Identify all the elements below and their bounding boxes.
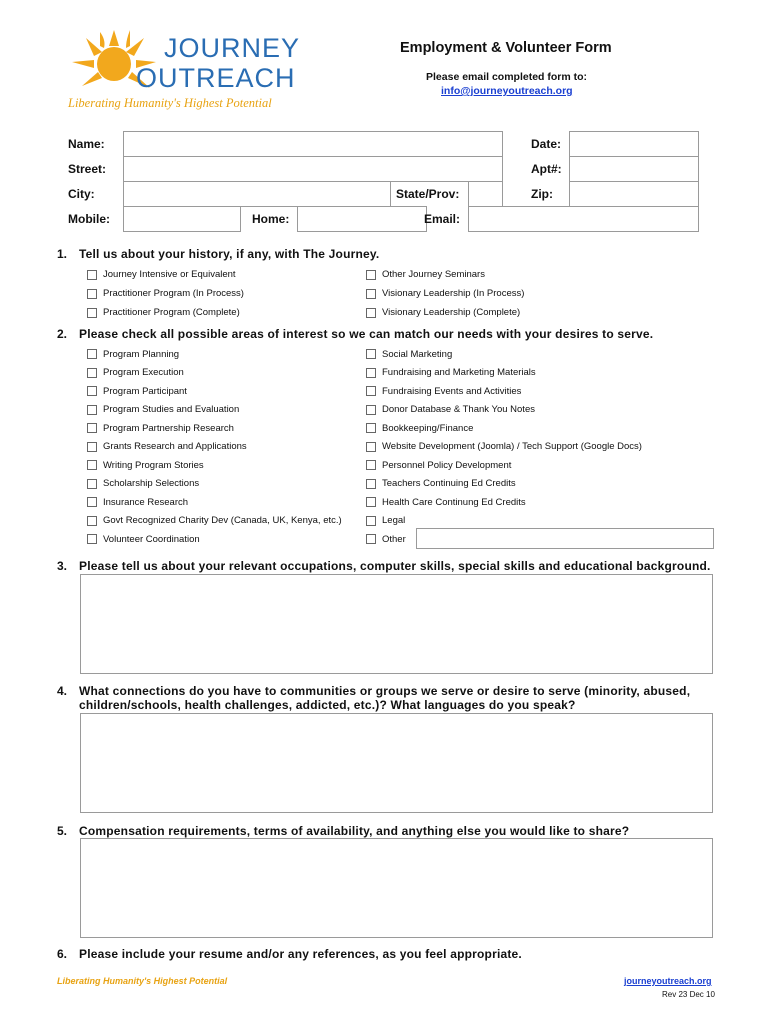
q1-option[interactable]: Visionary Leadership (Complete): [366, 303, 524, 322]
q2-option[interactable]: Social Marketing: [366, 345, 642, 364]
logo: [66, 26, 301, 116]
q2-option[interactable]: Bookkeeping/Finance: [366, 419, 642, 438]
form-title: Employment & Volunteer Form: [400, 40, 612, 56]
checkbox[interactable]: [366, 534, 376, 544]
zip-label: Zip:: [531, 187, 553, 201]
checkbox[interactable]: [87, 308, 97, 318]
checkbox[interactable]: [87, 270, 97, 280]
checkbox[interactable]: [87, 516, 97, 526]
footer-site-link[interactable]: journeyoutreach.org: [624, 976, 712, 986]
q1-option[interactable]: Practitioner Program (In Process): [87, 284, 244, 303]
q3-answer-box[interactable]: [80, 574, 713, 674]
checkbox[interactable]: [366, 270, 376, 280]
q4-text-line1: What connections do you have to communities or groups we serve or desire to serve (minority, abused,: [79, 684, 691, 698]
q1-option[interactable]: Practitioner Program (Complete): [87, 303, 244, 322]
q2-option[interactable]: Other: [366, 530, 642, 549]
checkbox[interactable]: [87, 368, 97, 378]
checkbox[interactable]: [366, 349, 376, 359]
q3-number: 3.: [57, 559, 68, 573]
q2-text: Please check all possible areas of interest so we can match our needs with your desires to serve.: [79, 327, 654, 341]
checkbox[interactable]: [87, 423, 97, 433]
checkbox[interactable]: [366, 405, 376, 415]
checkbox[interactable]: [87, 386, 97, 396]
q2-option[interactable]: Program Execution: [87, 364, 342, 383]
name-field[interactable]: [123, 131, 503, 157]
checkbox[interactable]: [366, 368, 376, 378]
q5-text: Compensation requirements, terms of availability, and anything else you would like to share?: [79, 824, 630, 838]
q2-option[interactable]: Program Studies and Evaluation: [87, 401, 342, 420]
checkbox[interactable]: [366, 497, 376, 507]
q2-option[interactable]: Program Participant: [87, 382, 342, 401]
checkbox[interactable]: [366, 479, 376, 489]
other-field[interactable]: [416, 528, 714, 549]
q2-option[interactable]: Volunteer Coordination: [87, 530, 342, 549]
home-label: Home:: [252, 212, 290, 226]
checkbox[interactable]: [366, 289, 376, 299]
email-link[interactable]: info@journeyoutreach.org: [441, 85, 573, 97]
checkbox[interactable]: [366, 516, 376, 526]
logo-outreach: OUTREACH: [136, 63, 296, 93]
checkbox[interactable]: [87, 442, 97, 452]
street-field[interactable]: [123, 156, 503, 182]
home-field[interactable]: [297, 206, 427, 232]
checkbox[interactable]: [366, 386, 376, 396]
q5-number: 5.: [57, 824, 68, 838]
street-label: Street:: [68, 162, 107, 176]
q2-option[interactable]: Program Partnership Research: [87, 419, 342, 438]
q2-option[interactable]: Fundraising and Marketing Materials: [366, 364, 642, 383]
q2-left-options: [87, 345, 342, 549]
logo-journey: JOURNEY: [164, 33, 301, 63]
footer-tagline: Liberating Humanity's Highest Potential: [57, 976, 228, 986]
date-label: Date:: [531, 137, 562, 151]
name-label: Name:: [68, 137, 105, 151]
checkbox[interactable]: [87, 497, 97, 507]
q2-option[interactable]: Personnel Policy Development: [366, 456, 642, 475]
q2-option[interactable]: Health Care Continung Ed Credits: [366, 493, 642, 512]
q4-answer-box[interactable]: [80, 713, 713, 813]
q2-option[interactable]: Writing Program Stories: [87, 456, 342, 475]
q2-option[interactable]: Scholarship Selections: [87, 475, 342, 494]
checkbox[interactable]: [87, 460, 97, 470]
q2-number: 2.: [57, 327, 68, 341]
apt-label: Apt#:: [531, 162, 562, 176]
q2-option[interactable]: Legal: [366, 512, 642, 531]
email-field[interactable]: [468, 206, 699, 232]
q1-option[interactable]: Journey Intensive or Equivalent: [87, 265, 244, 284]
q5-answer-box[interactable]: [80, 838, 713, 938]
checkbox[interactable]: [87, 479, 97, 489]
q4-text-line2: children/schools, health challenges, addicted, etc.)? What languages do you speak?: [79, 698, 576, 712]
checkbox[interactable]: [87, 289, 97, 299]
date-field[interactable]: [569, 131, 699, 157]
q2-option[interactable]: Website Development (Joomla) / Tech Support (Google Docs): [366, 438, 642, 457]
q6-text: Please include your resume and/or any references, as you feel appropriate.: [79, 947, 522, 961]
q1-left-options: [87, 265, 244, 322]
email-label: Email:: [424, 212, 461, 226]
q1-number: 1.: [57, 247, 68, 261]
q2-right-options: [366, 345, 642, 549]
apt-field[interactable]: [569, 156, 699, 182]
q1-text: Tell us about your history, if any, with The Journey.: [79, 247, 380, 261]
q4-number: 4.: [57, 684, 68, 698]
q1-option[interactable]: Visionary Leadership (In Process): [366, 284, 524, 303]
checkbox[interactable]: [87, 349, 97, 359]
checkbox[interactable]: [366, 423, 376, 433]
q3-text: Please tell us about your relevant occupations, computer skills, special skills and educational background.: [79, 559, 711, 573]
state-field[interactable]: [468, 181, 503, 207]
city-label: City:: [68, 187, 95, 201]
checkbox[interactable]: [366, 442, 376, 452]
checkbox[interactable]: [366, 308, 376, 318]
q2-option[interactable]: Insurance Research: [87, 493, 342, 512]
q1-option[interactable]: Other Journey Seminars: [366, 265, 524, 284]
checkbox[interactable]: [366, 460, 376, 470]
revision-date: Rev 23 Dec 10: [662, 990, 715, 999]
q2-option[interactable]: Teachers Continuing Ed Credits: [366, 475, 642, 494]
mobile-label: Mobile:: [68, 212, 110, 226]
q1-right-options: [366, 265, 524, 322]
q2-option[interactable]: Govt Recognized Charity Dev (Canada, UK, Kenya, etc.): [87, 512, 342, 531]
q2-option[interactable]: Grants Research and Applications: [87, 438, 342, 457]
q2-option[interactable]: Donor Database & Thank You Notes: [366, 401, 642, 420]
city-field[interactable]: [123, 181, 391, 207]
form-subtitle: Please email completed form to:: [426, 71, 588, 83]
logo-tagline: Liberating Humanity's Highest Potential: [68, 96, 272, 110]
checkbox[interactable]: [87, 405, 97, 415]
q6-number: 6.: [57, 947, 68, 961]
checkbox[interactable]: [87, 534, 97, 544]
zip-field[interactable]: [569, 181, 699, 207]
mobile-field[interactable]: [123, 206, 241, 232]
state-label: State/Prov:: [396, 187, 460, 201]
q2-option[interactable]: Fundraising Events and Activities: [366, 382, 642, 401]
q2-option[interactable]: Program Planning: [87, 345, 342, 364]
